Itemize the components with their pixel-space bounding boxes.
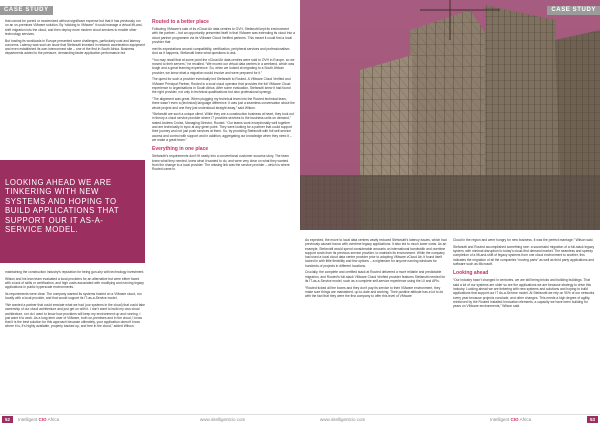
- paragraph: Crucially, the complete and certified stack at Routed delivered a more reliable and predictable migration, and Routed’s full-stack VMware Cloud Verified provider features Stefanutti needed for its IT-as-a-Service model, such as a complete self-service experience using the UI and APIs.: [305, 270, 446, 284]
- paragraph: maintaining the construction industry’s reputation for being gun-shy with technology investment.: [5, 270, 145, 274]
- paragraph: Stefanutti’s requirements don’t fit neatly into a conventional customer success story. The team knew what they needed, knew what it wanted to do, and were very clear on what they wanted from the change to a local provider. The missing link was the service provider – which is where Routed came in.: [152, 154, 290, 172]
- section-heading: Looking ahead: [453, 270, 489, 277]
- publication-url: www.intelligentcio.com: [320, 417, 366, 422]
- construction-site-photo: [300, 0, 600, 230]
- left-column-1-bottom: [5, 270, 145, 331]
- publication-name: Intelligent CIO Africa: [490, 417, 532, 422]
- paragraph: “The alignment was great. When plugging my technical team into the Routed technical team, there wasn’t even a (technical) language difference. It was just a seamless conversation about the whole project and one they just understood straight away,” said Wilson.: [152, 96, 295, 110]
- paragraph: that cannot be ported or modernised without significant expense but that it has previously run on an on-premises VMware solution. By “sticking to VMware” it could manage a virtual lift-and-shift migration into the cloud, and then deploy more modern cloud services to enable other technology services.: [5, 19, 143, 36]
- right-column-1: [305, 238, 447, 301]
- page-number: 53: [587, 416, 598, 423]
- right-page: [300, 0, 600, 424]
- paragraph: As expected, the move to local data centres vastly reduced Stefanutti’s latency issues, which had previously caused havoc with overtime legacy applications. It also led to much lower costs. As an example, Stefanutti would spend considerable amounts on international bandwidth and overtime support costs from its previous service provider, to maintain its environment. While the company had used a local cloud data centre provider prior to adopting VMware vCloud Air, it found itself locked in with little flexibility and few options – a nightmare for anyone running windows for hundreds of projects in different locations.: [305, 238, 447, 268]
- publication-url: www.intelligentcio.com: [200, 417, 246, 422]
- section-tag-right: CASE STUDY: [547, 6, 600, 15]
- paragraph: The quest for such a provider eventually led Stefanutti to Routed. A VMware Cloud Verified and VMware Principal Partner, Routed is a local cloud operator that provides the full VMware Cloud experience to organisations in South Africa. After some evaluation, Stefanutti knew it had found the right provider, not only in technical qualifications but also professional synergy.: [152, 77, 291, 95]
- section-tag-left: CASE STUDY: [0, 6, 53, 15]
- publication-name: Intelligent CIO Africa: [18, 417, 60, 422]
- paragraph: “Routed ticked all the boxes and they don’t pay its service to their VMware environment, they make sure things are maintained, up-to-date and working. Their positive attitude has a lot to do with the fact that they were the first company to offer this level of VMware: [305, 285, 444, 299]
- paragraph: “You may recall that at some point the vCloud Air data centres were sold to OVH in Europe, so we moved to their servers,” he recalled. “We moved our virtual data centres in a weekend, which was tough and a great learning experience. So, when we looked at migrating to a South African provider, we knew what a migration would involve and were prepared for it.”: [152, 57, 295, 75]
- page-number: 52: [2, 416, 13, 423]
- paragraph: Following VMware’s sale of its vCloud Air data centres to OVH, Stefanutti kept its environment with the partner – but an opportunity presented itself in that VMware was extending its cloud into a cloud partner programme via its VMware Cloud Verified partners. This meant it could find a local provider that: [152, 27, 295, 45]
- pull-quote: LOOKING AHEAD WE ARE TINKERING WITH NEW SYSTEMS AND HOPING TO BUILD APPLICATIONS THAT SUPPORT OUR IT AS-A-SERVICE MODEL.: [0, 160, 145, 263]
- right-column-2: [453, 238, 595, 311]
- paragraph: “Stefanutti are such a unique client. While they are a construction business at heart, they took out in theory a cloud service provider where IT provides services to the business units on demand,” stated Andrew Cruise, Managing Director, Routed. “Our teams work exceptionally well together and are technically in sync at any given point. They were looking for a partner that could support their journey and not just push services at them. So, by providing Stefanutti with full self-service access and control with support and in addition, aggregating our knowledge when they need it – we make a great team.”: [152, 112, 294, 142]
- paragraph: Its requirements were clear. The company wanted its systems hosted on a VMware cloud, run locally with a local provider, and that would support its IT-as-a-Service model.: [5, 291, 142, 301]
- paragraph: “Our industry hasn’t changed in centuries, we are still being bricks and building buildings. That said a lot of our systems are older so are the applications we are because strategy to drive this industry. Looking ahead we are tinkering with new systems and solutions and hoping to build applications that support our IT As-a-Service model. At Stefanutti we rely on 90% of our networks every year because projects conclude, and other changes. This needs a high degree of agility, reinforced by the Routed Installed Innovation elements, a capacity we have been building for years on VMware environments,” Wilson said.: [453, 278, 595, 309]
- left-column-1-top: [5, 19, 145, 58]
- left-column-2: [152, 19, 295, 174]
- section-heading: Everything in one place: [152, 146, 209, 153]
- page-footer-left: [0, 414, 300, 424]
- paragraph: met its expectations around compatibility, certification, peripheral services and professionalism. And as it happens, Stefanutti knew what questions to ask.: [152, 46, 291, 56]
- paragraph: Stefanutti and Routed accomplished something rare: a successful migration of a full-stack legacy system, with minimal disruption to today’s cloud-first demand market. The seamless and speedy completion of a lift-and-shift of legacy systems from one cloud environment to another, this indicates the migration of all the companies “moving parts” as well as third party applications and software such as Microsoft.: [453, 244, 595, 266]
- section-heading: Routed to a better place: [152, 19, 209, 25]
- paragraph: “We wanted a partner that could emulate what we had (our systems in the cloud) that could take ownership of our cloud architecture and just get on with it. I don’t want to build my own cloud architecture, nor do I want to know how providers will keep my environment up and running. I just want it to work. As a long-term user of VMware, both on-premises and in the cloud, I know that it is the best solution for this approach because ultimately, your application doesn’t know where it is, it’s highly available, properly backed up, and free in the cloud,” added Wilson.: [5, 302, 145, 329]
- paragraph: Cloud in the region and were hungry for new business. It was the perfect marriage,” Wilson said.: [453, 238, 594, 242]
- paragraph: But hosting its workloads in Europe presented some challenges, particularly cost and latency concerns. Latency was such an issue that Stefanutti invested in network acceleration equipment and even established its own interconnect site – one of the first in South Africa. Business departments added to the pressure, demanding faster application performance but: [5, 38, 146, 56]
- paragraph: Wilson and his lean team evaluated a local providers for an alternative but were either faced with a lack of skills or certification, and high costs associated with modifying and running legacy applications in public hyperscale environments.: [5, 276, 144, 290]
- page-footer-right: [300, 414, 600, 424]
- scaffolding-image: [300, 0, 600, 230]
